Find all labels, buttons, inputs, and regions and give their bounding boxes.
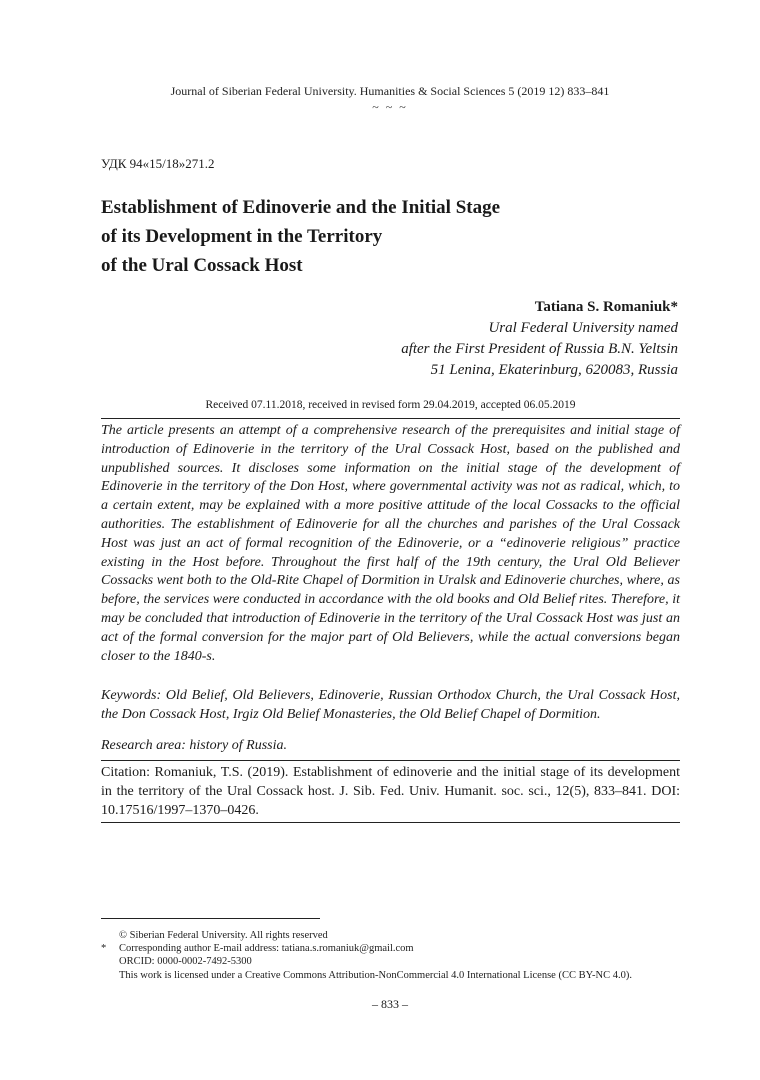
author-block xyxy=(401,297,678,381)
udk-code: УДК 94«15/18»271.2 xyxy=(101,156,215,171)
footnote-copyright: © Siberian Federal University. All rights reserved xyxy=(119,930,328,941)
article-title xyxy=(101,193,661,280)
footnote-orcid: ORCID: 0000-0002-7492-5300 xyxy=(119,956,252,968)
header-ornament: ~ ~ ~ xyxy=(372,100,408,114)
abstract: The article presents an attempt of a comprehensive research of the prerequisites and initial stage of introduction of Edinoverie in the territory of the Ural Cossack Host, based on the published and unpublished sources. It discloses some information on the initial stage of the development of Edinoverie in the territory of the Don Host, where governmental activity was not as radical, which, to a certain extent, may be explained with a more positive attitude of the local Cossacks to the official authorities. The establishment of Edinoverie for all the churches and parishes of the Ural Cossack Host was just an act of formal recognition of the Edinoverie, or a “edinoverie religious” practice existing in the Host before. Throughout the first half of the 19th century, the Ural Old Believer Cossacks went both to the Old-Rite Chapel of Dormition in Uralsk and Edinoverie churches, where, as before, the services were conducted in accordance with the old books and Old Belief rites. Therefore, it may be concluded that introduction of Edinoverie in the territory of the Ural Cossack Host was just an act of the formal conversion for the major part of Old Believers, while the actual conversions began closer to the 1840-s. xyxy=(101,423,680,664)
author-name: Tatiana S. Romaniuk* xyxy=(534,299,678,315)
divider-top xyxy=(101,418,680,419)
title-line-2: of its Development in the Territory xyxy=(101,226,383,247)
affiliation-line-3: 51 Lenina, Ekaterinburg, 620083, Russia xyxy=(430,362,678,378)
research-area: Research area: history of Russia. xyxy=(101,738,287,753)
divider-middle xyxy=(101,760,680,761)
footnote-license: This work is licensed under a Creative Commons Attribution-NonCommercial 4.0 International License (CC BY-NC 4.0). xyxy=(119,969,632,981)
footnote-asterisk: * xyxy=(101,943,107,955)
title-line-1: Establishment of Edinoverie and the Initial Stage xyxy=(101,197,501,218)
footnotes xyxy=(101,929,701,982)
journal-header: Journal of Siberian Federal University. Humanities & Social Sciences 5 (2019 12) 833–841 xyxy=(170,84,610,98)
divider-bottom xyxy=(101,822,680,823)
footnote-rule xyxy=(101,918,320,919)
affiliation-line-2: after the First President of Russia B.N. Yeltsin xyxy=(401,341,678,357)
keywords: Keywords: Old Belief, Old Believers, Edinoverie, Russian Orthodox Church, the Ural Cossack Host, the Don Cossack Host, Irgiz Old Belief Monasteries, the Old Belief Chapel of Dormition. xyxy=(101,688,680,722)
affiliation-line-1: Ural Federal University named xyxy=(488,320,678,336)
received-dates: Received 07.11.2018, received in revised form 29.04.2019, accepted 06.05.2019 xyxy=(205,399,576,411)
footnote-email: Corresponding author E-mail address: tatiana.s.romaniuk@gmail.com xyxy=(119,943,414,955)
citation: Citation: Romaniuk, T.S. (2019). Establishment of edinoverie and the initial stage of its development in the territory of the Ural Cossack host. J. Sib. Fed. Univ. Humanit. soc. sci., 12(5), 833–841. DOI: 10.17516/1997–1370–0426. xyxy=(101,765,680,818)
footnote-email-line xyxy=(101,942,701,955)
title-line-3: of the Ural Cossack Host xyxy=(101,255,303,276)
page-number: – 833 – xyxy=(372,997,408,1011)
